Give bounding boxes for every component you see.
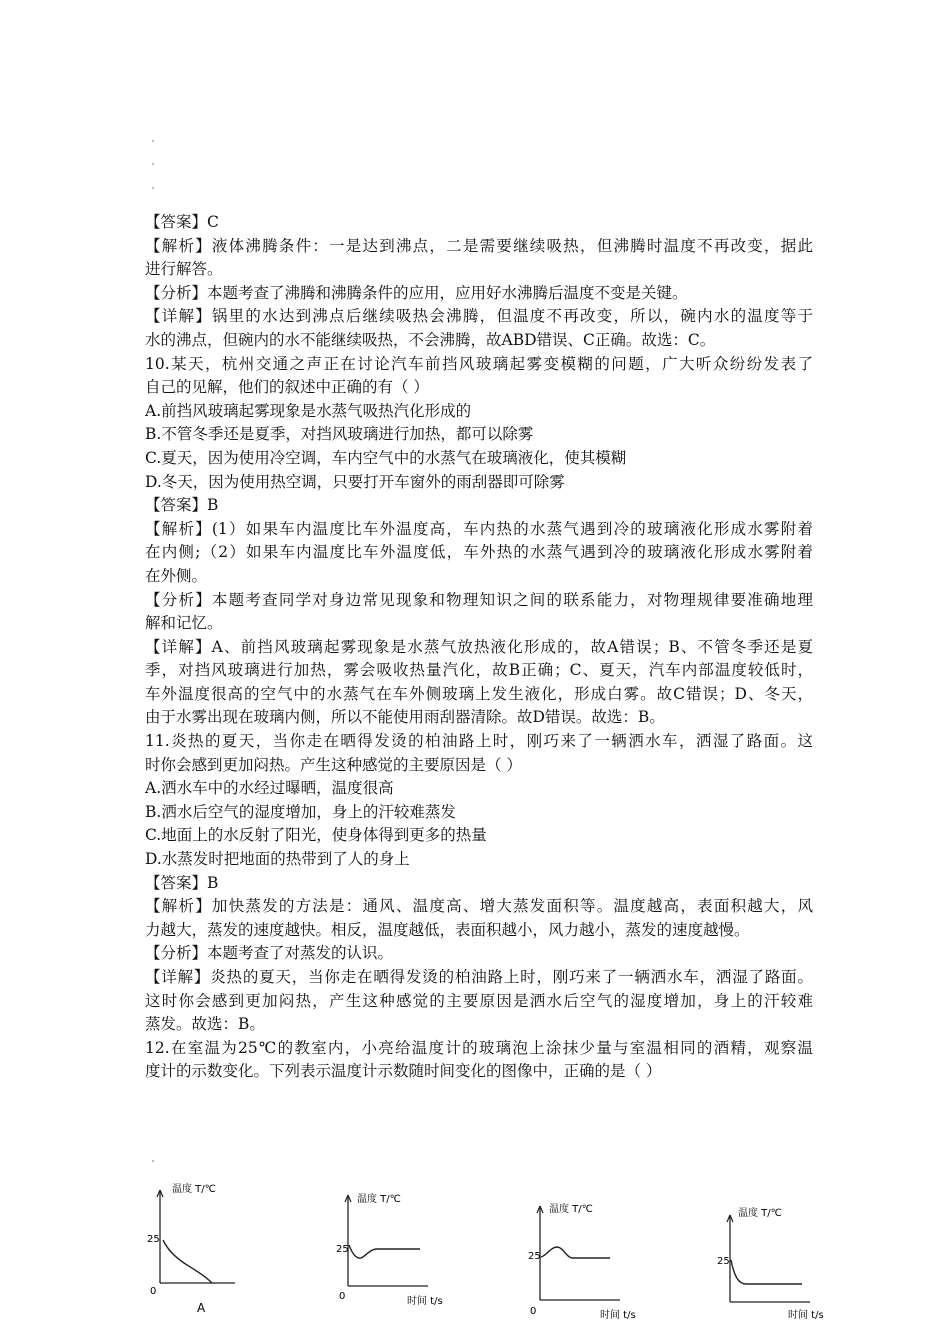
option-c: C.夏天，因为使用冷空调，车内空气中的水蒸气在玻璃液化，使其模糊 <box>145 448 627 467</box>
scan-speck <box>152 163 154 165</box>
question-text-block <box>145 211 813 1084</box>
graph-a <box>147 1182 235 1315</box>
explanation-line: 在内侧;（2）如果车内温度比车外温度低，车外热的水蒸气遇到冷的玻璃液化形成水雾附着 <box>145 543 813 562</box>
question-12-stem: 12.在室温为25℃的教室内，小亮给温度计的玻璃泡上涂抹少量与室温相同的酒精，观察温 <box>145 1038 813 1057</box>
graph-c <box>528 1202 636 1321</box>
detail-line: 季，对挡风玻璃进行加热，雾会吸收热量汽化，故B正确；C、夏天，汽车内部温度较低时， <box>145 661 813 680</box>
origin-label: 0 <box>530 1306 537 1317</box>
y-axis-label: 温度 T/℃ <box>738 1208 782 1219</box>
detail-line: 蒸发。故选：B。 <box>145 1015 265 1034</box>
answer-line: 【答案】B <box>145 496 219 515</box>
scan-speck <box>152 1160 154 1162</box>
detail-line: 【详解】A、前挡风玻璃起雾现象是水蒸气放热液化形成的，故A错误；B、不管冬季还是夏 <box>145 637 813 656</box>
option-c: C.地面上的水反射了阳光，使身体得到更多的热量 <box>145 826 487 845</box>
explanation-line: 力越大，蒸发的速度越快。相反，温度越低，表面积越小，风力越小，蒸发的速度越慢。 <box>145 920 750 939</box>
origin-label: 0 <box>150 1286 157 1297</box>
temperature-curve <box>163 1240 212 1283</box>
explanation-line: 在外侧。 <box>145 566 208 585</box>
option-a: A.洒水车中的水经过曝晒，温度很高 <box>145 779 394 798</box>
analysis-line: 【分析】本题考查同学对身边常见现象和物理知识之间的联系能力，对物理规律要准确地理 <box>145 590 813 609</box>
question-10-stem: 自己的见解，他们的叙述中正确的有（ ） <box>145 378 429 397</box>
origin-label: 0 <box>339 1291 346 1302</box>
y-tick-25: 25 <box>147 1234 160 1245</box>
temperature-curve <box>541 1247 610 1258</box>
temperature-graphs <box>0 1170 950 1340</box>
graphs-svg <box>0 1170 950 1340</box>
detail-line: 【详解】锅里的水达到沸点后继续吸热会沸腾，但温度不再改变，所以，碗内水的温度等于 <box>145 307 813 326</box>
answer-line: 【答案】B <box>145 873 219 892</box>
analysis-line: 【分析】本题考查了对蒸发的认识。 <box>145 944 394 963</box>
explanation-line: 【解析】液体沸腾条件：一是达到沸点，二是需要继续吸热，但沸腾时温度不再改变，据此 <box>145 236 813 255</box>
explanation-line: 【解析】(1）如果车内温度比车外温度高，车内热的水蒸气遇到冷的玻璃液化形成水雾附着 <box>145 519 813 538</box>
question-11-stem: 11.炎热的夏天，当你走在晒得发烫的柏油路上时，刚巧来了一辆洒水车，洒湿了路面。这 <box>145 732 813 751</box>
detail-line: 由于水雾出现在玻璃内侧，所以不能使用雨刮器清除。故D错误。故选：B。 <box>145 708 665 727</box>
option-b: B.不管冬季还是夏季，对挡风玻璃进行加热，都可以除雾 <box>145 425 534 444</box>
option-b: B.洒水后空气的湿度增加，身上的汗较难蒸发 <box>145 802 456 821</box>
graph-b <box>336 1192 443 1307</box>
y-tick-25: 25 <box>528 1251 541 1262</box>
detail-line: 【详解】炎热的夏天，当你走在晒得发烫的柏油路上时，刚巧来了一辆洒水车，洒湿了路面。 <box>145 968 813 986</box>
question-10-stem: 10.某天，杭州交通之声正在讨论汽车前挡风玻璃起雾变模糊的问题，广大听众纷纷发表了 <box>145 354 813 373</box>
option-label: A <box>197 1301 206 1315</box>
graph-d <box>717 1206 824 1321</box>
question-11-stem: 时你会感到更加闷热。产生这种感觉的主要原因是（ ） <box>145 755 522 774</box>
option-d: D.水蒸发时把地面的热带到了人的身上 <box>145 850 410 869</box>
y-axis-label: 温度 T/℃ <box>172 1184 216 1195</box>
x-axis-label: 时间 t/s <box>788 1310 824 1321</box>
detail-line: 水的沸点，但碗内的水不能继续吸热，不会沸腾，故ABD错误、C正确。故选：C。 <box>145 330 716 349</box>
question-12-stem: 度计的示数变化。下列表示温度计示数随时间变化的图像中，正确的是（ ） <box>145 1062 662 1081</box>
scan-speck <box>152 140 154 142</box>
x-axis-label: 时间 t/s <box>600 1310 636 1321</box>
scan-speck <box>152 187 154 189</box>
y-axis-label: 温度 T/℃ <box>357 1194 401 1205</box>
y-tick-25: 25 <box>336 1244 349 1255</box>
detail-line: 车外温度很高的空气中的水蒸气在车外侧玻璃上发生液化，形成白雾。故C错误；D、冬天， <box>145 684 813 703</box>
temperature-curve <box>349 1245 420 1258</box>
y-tick-25: 25 <box>717 1256 730 1267</box>
x-axis-label: 时间 t/s <box>407 1296 443 1307</box>
analysis-line: 解和记忆。 <box>145 614 223 633</box>
explanation-line: 进行解答。 <box>145 260 223 279</box>
option-a: A.前挡风玻璃起雾现象是水蒸气吸热汽化形成的 <box>145 401 472 420</box>
option-d: D.冬天，因为使用热空调，只要打开车窗外的雨刮器即可除雾 <box>145 472 565 491</box>
answer-line: 【答案】C <box>145 213 219 231</box>
analysis-line: 【分析】本题考查了沸腾和沸腾条件的应用，应用好水沸腾后温度不变是关键。 <box>145 283 688 302</box>
explanation-line: 【解析】加快蒸发的方法是：通风、温度高、增大蒸发面积等。温度越高，表面积越大，风 <box>145 897 813 916</box>
y-axis-label: 温度 T/℃ <box>549 1204 593 1215</box>
detail-line: 这时你会感到更加闷热，产生这种感觉的主要原因是洒水后空气的湿度增加，身上的汗较难 <box>145 991 813 1010</box>
temperature-curve <box>731 1260 802 1284</box>
